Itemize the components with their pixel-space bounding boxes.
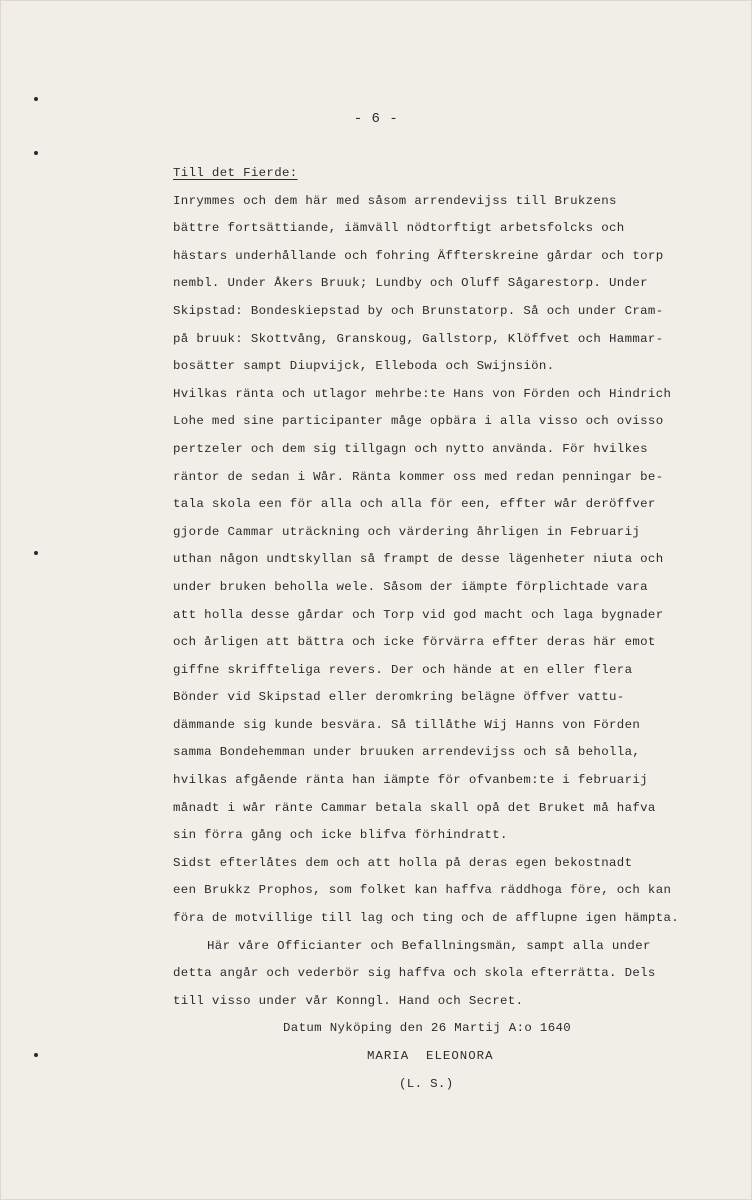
text-line: Lohe med sine participanter måge opbära i alla visso och ovisso — [173, 414, 664, 429]
margin-dot-3 — [34, 551, 38, 555]
document-body — [173, 160, 713, 1098]
text-line: Bönder vid Skipstad eller deromkring belägne öffver vattu- — [173, 690, 625, 705]
signature-date: Datum Nyköping den 26 Martij A:o 1640 — [283, 1021, 572, 1036]
text-line: Sidst efterlåtes dem och att holla på deras egen bekostnadt — [173, 855, 633, 870]
text-line: Skipstad: Bondeskiepstad by och Brunstatorp. Så och under Cram- — [173, 303, 664, 318]
text-line: samma Bondehemman under bruuken arrendevijss och så beholla, — [173, 745, 641, 760]
section-heading: Till det Fierde: — [173, 166, 298, 180]
text-line: nembl. Under Åkers Bruuk; Lundby och Oluff Sågarestorp. Under — [173, 276, 648, 291]
text-line: giffne skriffteliga revers. Der och hände at en eller flera — [173, 662, 633, 677]
page-number: - 6 - — [353, 111, 399, 127]
text-line: een Brukkz Prophos, som folket kan haffva räddhoga före, och kan — [173, 883, 672, 898]
text-line: tala skola een för alla och alla för een, effter wår deröffver — [173, 497, 656, 512]
closing-line: till visso under vår Konngl. Hand och Secret. — [173, 993, 524, 1008]
text-line: sin förra gång och icke blifva förhindratt. — [173, 828, 508, 843]
text-line: dämmande sig kunde besvära. Så tillåthe Wij Hanns von Förden — [173, 717, 641, 732]
margin-dot-2 — [34, 151, 38, 155]
text-line: gjorde Cammar uträckning och värdering åhrligen in Februarij — [173, 524, 641, 539]
text-line: och årligen att bättra och icke förvärra effter deras här emot — [173, 635, 656, 650]
text-line: under bruken beholla wele. Såsom der iämpte förplichtade vara — [173, 579, 648, 594]
text-line: månadt i wår ränte Cammar betala skall opå det Bruket må hafva — [173, 800, 656, 815]
text-line: uthan någon undtskyllan så frampt de desse lägenheter niuta och — [173, 552, 664, 567]
text-line: Inrymmes och dem här med såsom arrendevijss till Brukzens — [173, 193, 617, 208]
margin-dot-4 — [34, 1053, 38, 1057]
margin-dot-1 — [34, 97, 38, 101]
signature-name: MARIA ELEONORA — [367, 1049, 494, 1063]
text-line: hästars underhållande och fohring Äffterskreine gårdar och torp — [173, 248, 664, 263]
text-line: pertzeler och dem sig tillgagn och nytto använda. För hvilkes — [173, 441, 648, 456]
text-line: på bruuk: Skottvång, Granskoug, Gallstorp, Klöffvet och Hammar- — [173, 331, 664, 346]
text-line: bosätter sampt Diupvijck, Elleboda och Swijnsiön. — [173, 359, 555, 374]
text-line: att holla desse gårdar och Torp vid god macht och laga bygnader — [173, 607, 664, 622]
text-line: hvilkas afgående ränta han iämpte för ofvanbem:te i februarij — [173, 773, 648, 788]
text-line: Hvilkas ränta och utlagor mehrbe:te Hans von Förden och Hindrich — [173, 386, 672, 401]
text-line: föra de motvillige till lag och ting och de afflupne igen hämpta. — [173, 911, 680, 926]
signature-seal: (L. S.) — [399, 1076, 454, 1091]
closing-line: Här våre Officianter och Befallningsmän, sampt alla under — [207, 938, 651, 953]
closing-line: detta angår och vederbör sig haffva och skola efterrätta. Dels — [173, 966, 656, 981]
text-line: bättre fortsättiande, iämväll nödtorftigt arbetsfolcks och — [173, 221, 625, 236]
text-line: räntor de sedan i Wår. Ränta kommer oss med redan penningar be- — [173, 469, 664, 484]
